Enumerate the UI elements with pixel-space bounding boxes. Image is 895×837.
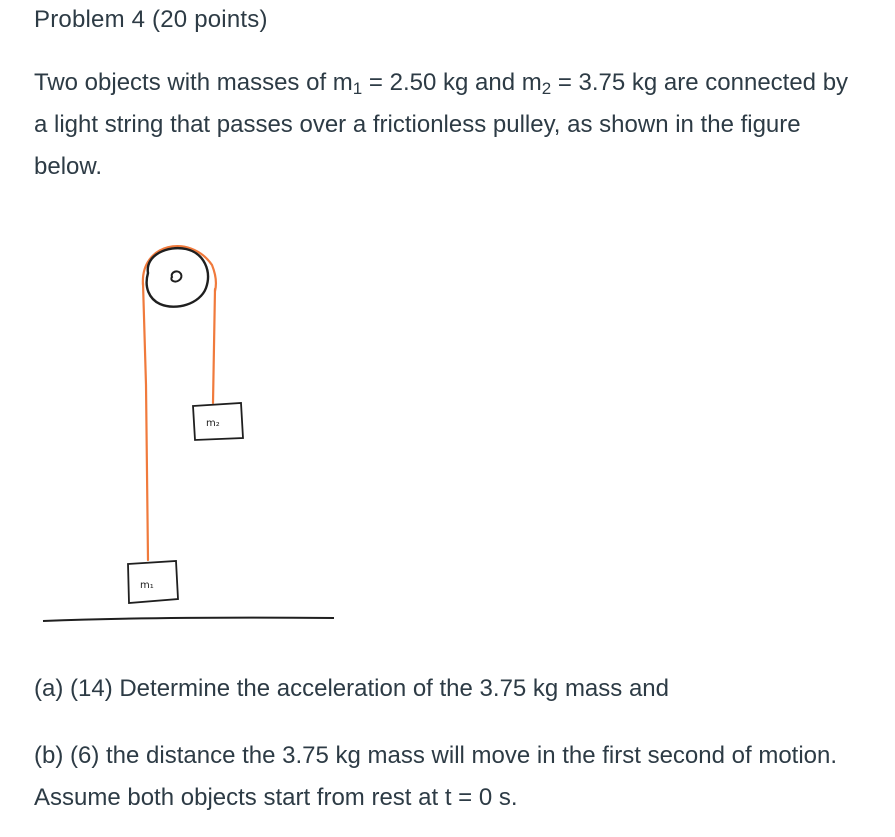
atwood-machine-drawing — [0, 225, 400, 645]
mass-m2-label: m₂ — [206, 418, 220, 429]
problem-intro — [34, 62, 864, 188]
question-part-b: (b) (6) the distance the 3.75 kg mass will move in the first second of motion. Assume both objects start from rest at t = 0 s. — [34, 742, 838, 811]
atwood-machine-figure — [0, 225, 400, 645]
problem-title: Problem 4 (20 points) — [34, 6, 268, 33]
ground-line — [43, 618, 334, 621]
question-part-a: (a) (14) Determine the acceleration of the 3.75 kg mass and — [34, 675, 669, 702]
pulley-string-top — [143, 246, 216, 291]
intro-text-3: = 3.75 kg are connected by a light string that passes over a frictionless pulley, as shown in the figure below. — [34, 69, 849, 180]
string-right-segment — [213, 289, 215, 403]
pulley-axle — [171, 271, 181, 281]
mass-m1-label: m₁ — [140, 580, 154, 591]
intro-text-2: = 2.50 kg and m — [362, 69, 542, 96]
intro-subscript-1: 1 — [352, 79, 363, 98]
pulley-wheel — [147, 248, 208, 307]
intro-text-1: Two objects with masses of m — [34, 69, 353, 96]
intro-subscript-2: 2 — [541, 79, 552, 98]
string-left-segment — [143, 283, 148, 560]
